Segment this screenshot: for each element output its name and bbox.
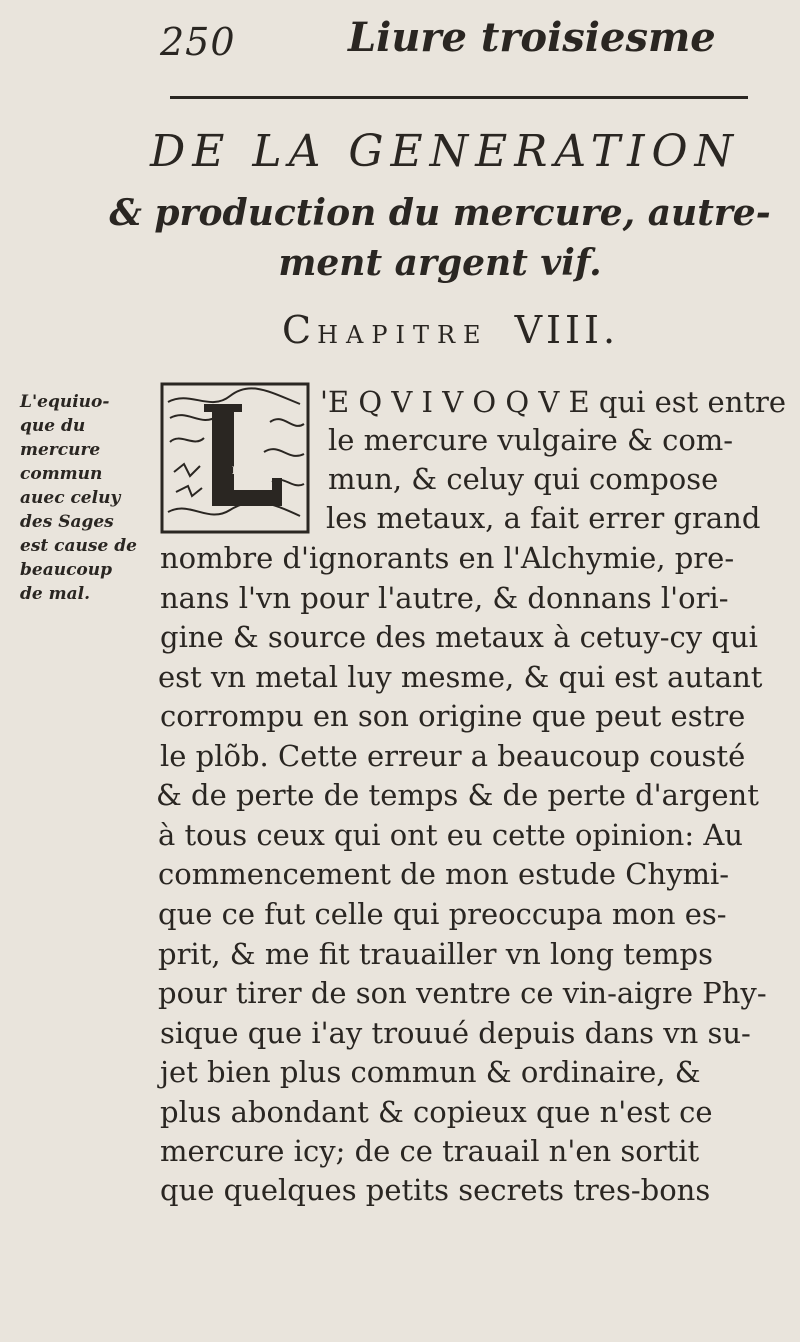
- margin-note-line: de mal.: [20, 584, 91, 604]
- section-subtitle-line-1: & production du mercure, autre-: [109, 192, 771, 234]
- body-line: que ce fut celle qui preoccupa mon es-: [158, 897, 727, 931]
- drop-cap-letter: L: [231, 466, 239, 477]
- body-line: le plõb. Cette erreur a beaucoup cousté: [160, 739, 746, 773]
- chapter-heading: [282, 308, 619, 352]
- ornamental-drop-cap-image: [160, 382, 310, 534]
- section-subtitle-line-2: ment argent vif.: [278, 242, 602, 284]
- body-line: sique que i'ay trouué depuis dans vn su-: [160, 1016, 751, 1050]
- margin-note: [20, 390, 150, 606]
- body-line: le mercure vulgaire & com-: [328, 423, 734, 457]
- section-title: DE LA GENERATION: [150, 126, 741, 177]
- body-line: gine & source des metaux à cetuy-cy qui: [160, 620, 758, 654]
- body-line: pour tirer de son ventre ce vin-aigre Phy-: [158, 976, 767, 1010]
- body-line: prit, & me fit trauailler vn long temps: [158, 937, 713, 971]
- margin-note-line: auec celuy: [20, 488, 121, 508]
- body-line: les metaux, a fait errer grand: [326, 501, 761, 535]
- body-line: commencement de mon estude Chymi-: [158, 857, 730, 891]
- body-line: nombre d'ignorants en l'Alchymie, pre-: [160, 541, 735, 575]
- margin-note-line: est cause de: [20, 536, 137, 556]
- running-title: Liure troisiesme: [348, 14, 716, 61]
- header-rule: [170, 96, 748, 99]
- margin-note-line: mercure: [20, 440, 101, 460]
- chapter-label: HAPITRE: [317, 321, 489, 349]
- body-line: mun, & celuy qui compose: [328, 462, 719, 496]
- margin-note-line: commun: [20, 464, 103, 484]
- body-line: 'E Q V I V O Q V E qui est entre: [320, 385, 787, 419]
- body-line: nans l'vn pour l'autre, & donnans l'ori-: [160, 581, 729, 615]
- body-line: plus abondant & copieux que n'est ce: [160, 1095, 713, 1129]
- body-line: & de perte de temps & de perte d'argent: [156, 778, 759, 812]
- margin-note-line: que du: [20, 416, 86, 436]
- body-line: corrompu en son origine que peut estre: [160, 699, 746, 733]
- page-number: 250: [160, 20, 236, 64]
- margin-note-line: des Sages: [20, 512, 114, 532]
- body-line: jet bien plus commun & ordinaire, &: [160, 1055, 701, 1089]
- chapter-first-letter: C: [282, 308, 318, 352]
- body-line: mercure icy; de ce trauail n'en sortit: [160, 1134, 700, 1168]
- body-line: est vn metal luy mesme, & qui est autant: [158, 660, 763, 694]
- chapter-number: VIII.: [514, 308, 620, 352]
- margin-note-line: beaucoup: [20, 560, 113, 580]
- body-line: à tous ceux qui ont eu cette opinion: Au: [158, 818, 743, 852]
- margin-note-line: L'equiuo-: [20, 392, 110, 412]
- body-line: que quelques petits secrets tres-bons: [160, 1173, 711, 1207]
